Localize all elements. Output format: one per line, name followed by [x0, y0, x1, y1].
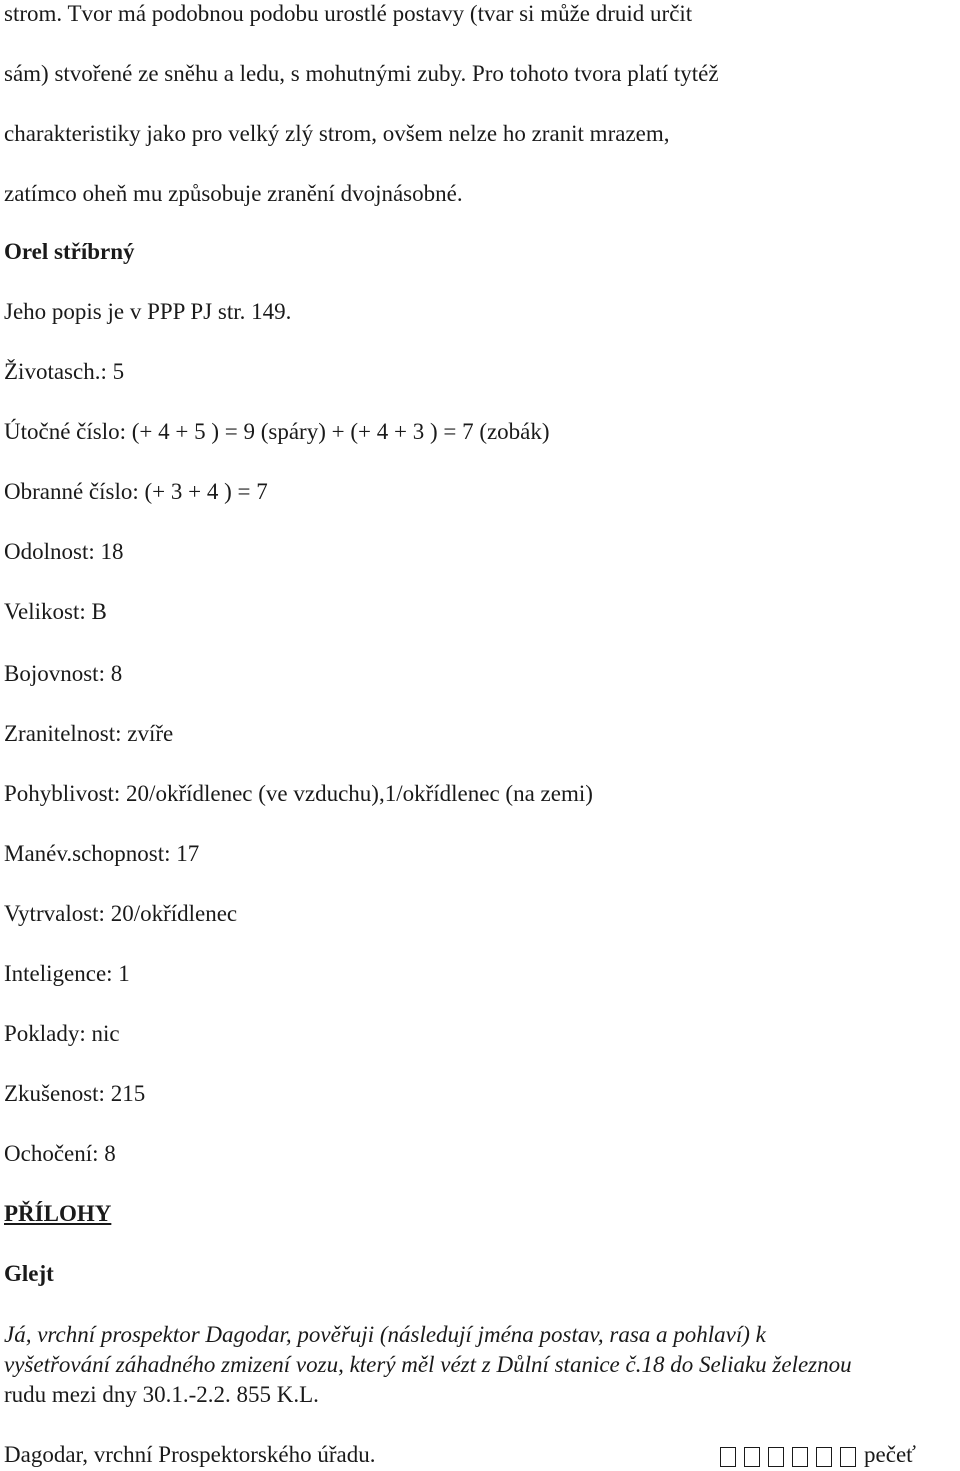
stat-zivotasch: Životasch.: 5: [4, 359, 125, 384]
body-line-3: charakteristiky jako pro velký zlý strom, ovšem nelze ho zranit mrazem,: [4, 121, 670, 146]
glejt-line-2: vyšetřování záhadného zmizení vozu, který měl vézt z Důlní stanice č.18 do Seliaku železnou: [4, 1352, 852, 1377]
creature-name-heading: Orel stříbrný: [4, 239, 135, 264]
body-line-4: zatímco oheň mu způsobuje zranění dvojnásobné.: [4, 181, 463, 206]
stat-manev-schopnost: Manév.schopnost: 17: [4, 841, 200, 866]
seal-box-6: [840, 1447, 856, 1467]
stat-velikost: Velikost: B: [4, 599, 107, 624]
stat-utocne-cislo: Útočné číslo: (+ 4 + 5 ) = 9 (spáry) + (+ 4 + 3 ) = 7 (zobák): [4, 419, 550, 444]
glejt-line-1: Já, vrchní prospektor Dagodar, pověřuji (následují jména postav, rasa a pohlaví) k: [4, 1322, 766, 1347]
stat-odolnost: Odolnost: 18: [4, 539, 124, 564]
seal-box-5: [816, 1447, 832, 1467]
stat-ochoceni: Ochočení: 8: [4, 1141, 116, 1166]
stat-poklady: Poklady: nic: [4, 1021, 120, 1046]
stat-pohyblivost: Pohyblivost: 20/okřídlenec (ve vzduchu),1/okřídlenec (na zemi): [4, 781, 593, 806]
glejt-line-3: rudu mezi dny 30.1.-2.2. 855 K.L.: [4, 1382, 319, 1407]
body-line-2: sám) stvořené ze sněhu a ledu, s mohutnými zuby. Pro tohoto tvora platí tytéž: [4, 61, 719, 86]
seal-box-3: [768, 1447, 784, 1467]
stat-zkusenost: Zkušenost: 215: [4, 1081, 146, 1106]
seal-area: [720, 1441, 916, 1469]
seal-placeholder-boxes: [720, 1441, 864, 1469]
stat-obranne-cislo: Obranné číslo: (+ 3 + 4 ) = 7: [4, 479, 268, 504]
appendix-heading: PŘÍLOHY: [4, 1201, 112, 1226]
body-line-1: strom. Tvor má podobnou podobu urostlé postavy (tvar si může druid určit: [4, 1, 693, 26]
stat-bojovnost: Bojovnost: 8: [4, 661, 123, 686]
stat-inteligence: Inteligence: 1: [4, 961, 130, 986]
seal-box-1: [720, 1447, 736, 1467]
stat-vytrvalost: Vytrvalost: 20/okřídlenec: [4, 901, 238, 926]
seal-label: pečeť: [864, 1442, 916, 1467]
creature-description: Jeho popis je v PPP PJ str. 149.: [4, 299, 292, 324]
glejt-heading: Glejt: [4, 1261, 54, 1286]
signature-line: Dagodar, vrchní Prospektorského úřadu.: [4, 1442, 376, 1467]
stat-zranitelnost: Zranitelnost: zvíře: [4, 721, 174, 746]
seal-box-4: [792, 1447, 808, 1467]
seal-box-2: [744, 1447, 760, 1467]
